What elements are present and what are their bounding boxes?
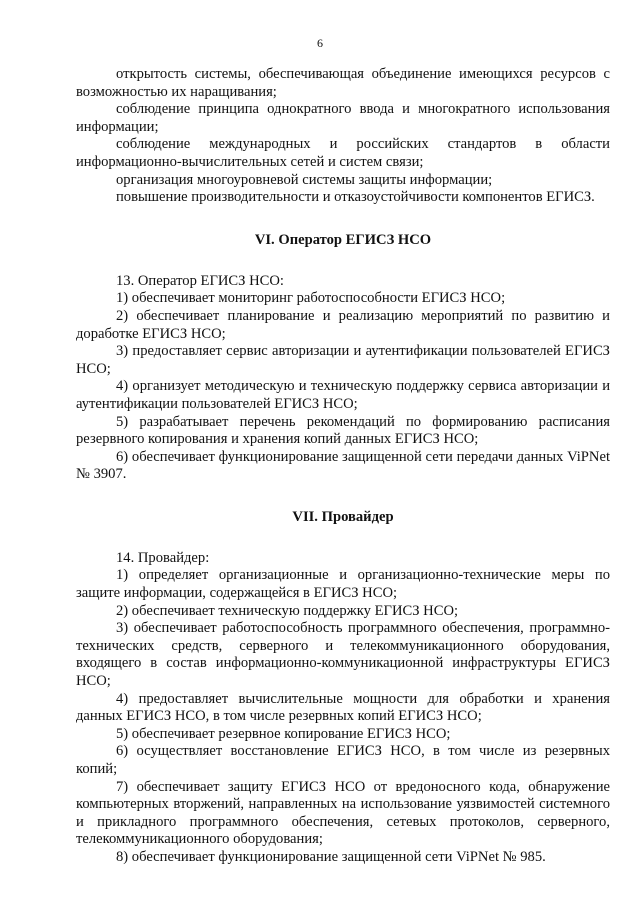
list-item: 1) обеспечивает мониторинг работоспособности ЕГИСЗ НСО;: [116, 290, 506, 307]
intro-item: повышение производительности и отказоустойчивости компонентов ЕГИСЗ.: [116, 189, 595, 206]
list-item: 2) обеспечивает техническую поддержку ЕГИСЗ НСО;: [116, 602, 459, 619]
intro-item: соблюдение международных и российских стандартов в области информационно-вычислительных сетей и систем связи;: [76, 136, 610, 170]
list-item: 7) обеспечивает защиту ЕГИСЗ НСО от вредоносного кода, обнаружение компьютерных вторжений, направленных на использование уязвимостей системного и прикладного программного обеспечения, сетевых протоколов, серверного, телекоммуникационного оборудования;: [76, 778, 610, 848]
section-heading-provider: VII. Провайдер: [292, 508, 394, 525]
page-number: 6: [317, 36, 323, 50]
intro-item: открытость системы, обеспечивающая объединение имеющихся ресурсов с возможностью их наращивания;: [76, 66, 610, 100]
section-lead: 14. Провайдер:: [116, 549, 210, 566]
section-lead: 13. Оператор ЕГИСЗ НСО:: [116, 272, 284, 289]
list-item: 3) обеспечивает работоспособность программного обеспечения, программно-технических средств, серверного и телекоммуникационного оборудования, входящего в состав информационно-коммуникационной инфраструктуры ЕГИСЗ НСО;: [76, 620, 610, 690]
list-item: 8) обеспечивает функционирование защищенной сети ViPNet № 985.: [116, 848, 546, 865]
list-item: 1) определяет организационные и организационно-технические меры по защите информации, содержащейся в ЕГИСЗ НСО;: [76, 567, 610, 602]
list-item: 6) обеспечивает функционирование защищенной сети передачи данных ViPNet № 3907.: [76, 448, 610, 483]
list-item: 3) предоставляет сервис авторизации и аутентификации пользователей ЕГИСЗ НСО;: [76, 343, 610, 377]
page-content: [76, 66, 610, 867]
list-item: 5) разрабатывает перечень рекомендаций по формированию расписания резервного копирования и хранения копий данных ЕГИСЗ НСО;: [76, 413, 610, 448]
list-item: 2) обеспечивает планирование и реализацию мероприятий по развитию и доработке ЕГИСЗ НСО;: [76, 307, 610, 342]
section-heading-operator: VI. Оператор ЕГИСЗ НСО: [254, 231, 432, 248]
intro-item: соблюдение принципа однократного ввода и многократного использования информации;: [76, 101, 610, 135]
list-item: 4) организует методическую и техническую поддержку сервиса авторизации и аутентификации пользователей ЕГИСЗ НСО;: [76, 378, 610, 412]
list-item: 5) обеспечивает резервное копирование ЕГИСЗ НСО;: [116, 725, 451, 742]
list-item: 6) осуществляет восстановление ЕГИСЗ НСО, в том числе из резервных копий;: [76, 743, 610, 777]
list-item: 4) предоставляет вычислительные мощности для обработки и хранения данных ЕГИСЗ НСО, в том числе резервных копий ЕГИСЗ НСО;: [76, 690, 610, 725]
intro-item: организация многоуровневой системы защиты информации;: [116, 171, 493, 188]
